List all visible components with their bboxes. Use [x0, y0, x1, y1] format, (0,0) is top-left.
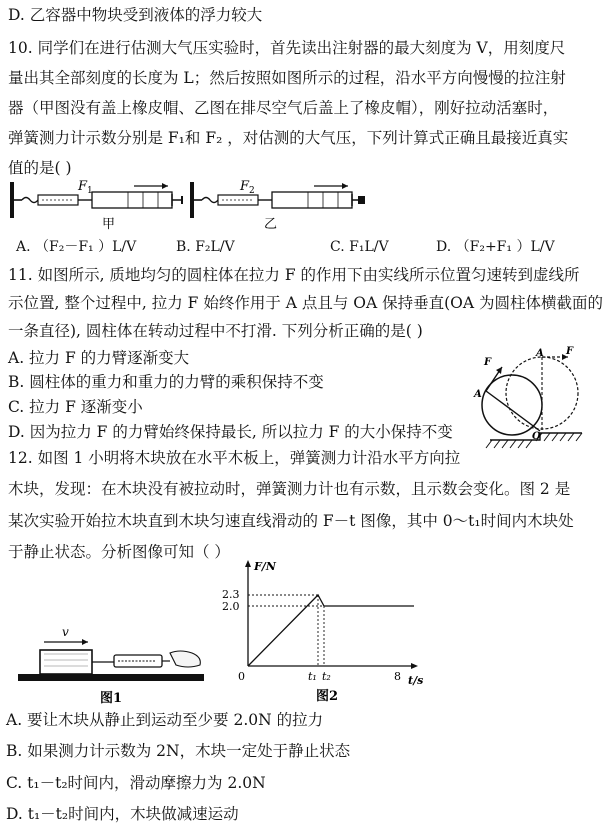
- t1-tick: t₁: [308, 670, 317, 683]
- q10-option-d[interactable]: D. （F₂+F₁ ）L/V: [436, 239, 555, 255]
- y-axis-label: F/N: [254, 560, 276, 573]
- q12-line-1: 12. 如图 1 小明将木块放在水平木板上，弹簧测力计沿水平方向拉: [8, 449, 461, 467]
- q10-line-4: 弹簧测力计示数分别是 F₁和 F₂ ，对估测的大气压，下列计算式正确且最接近真实: [8, 129, 569, 147]
- q11-line-2: 示位置, 整个过程中, 拉力 F 始终作用于 A 点且与 OA 保持垂直(OA 为圆柱体横截面的: [8, 294, 603, 312]
- q11-option-d[interactable]: D. 因为拉力 F 的力臂始终保持最长, 所以拉力 F 的大小保持不变: [8, 423, 453, 441]
- y-tick-2-3: 2.3: [222, 588, 240, 601]
- x-tick-8: 8: [394, 670, 401, 683]
- q11-line-1: 11. 如图所示, 质地均匀的圆柱体在拉力 F 的作用下由实线所示位置匀速转到虚线所: [8, 266, 580, 284]
- q12-figure-2-ft-graph: [212, 556, 432, 706]
- jia-label: 甲: [102, 217, 116, 232]
- q11-option-a[interactable]: A. 拉力 F 的力臂逐渐变大: [8, 349, 190, 367]
- f1-subscript: 1: [87, 186, 93, 196]
- q10-option-b[interactable]: B. F₂L/V: [176, 239, 235, 255]
- q10-line-2: 量出其全部刻度的长度为 L；然后按照如图所示的过程，沿水平方向慢慢的拉注射: [8, 69, 566, 87]
- t2-tick: t₂: [322, 670, 331, 683]
- velocity-label: v: [62, 625, 69, 639]
- syringe-yi: [190, 179, 365, 218]
- q10-option-a[interactable]: A. （F₂－F₁ ）L/V: [16, 239, 137, 255]
- q12-line-3: 某次实验开始拉木块直到木块匀速直线滑动的 F－t 图像，其中 0～t₁时间内木块处: [8, 512, 574, 530]
- prev-question-option-d: D. 乙容器中物块受到液体的浮力较大: [8, 6, 263, 24]
- yi-label: 乙: [264, 217, 278, 232]
- q12-option-a[interactable]: A. 要让木块从静止到运动至少要 2.0N 的拉力: [6, 711, 324, 729]
- q11-option-c[interactable]: C. 拉力 F 逐渐变小: [8, 398, 143, 416]
- q10-line-5: 值的是( ): [8, 159, 72, 177]
- q10-syringe-figure: [8, 174, 368, 232]
- figure-2-caption: 图2: [316, 689, 339, 704]
- q12-option-c[interactable]: C. t₁－t₂时间内，滑动摩擦力为 2.0N: [6, 774, 266, 792]
- o-label: O: [532, 431, 541, 442]
- f1-label: F: [78, 179, 88, 194]
- q11-option-b[interactable]: B. 圆柱体的重力和重力的力臂的乘积保持不变: [8, 373, 324, 391]
- q10-line-3: 器（甲图没有盖上橡皮帽、乙图在排尽空气后盖上了橡皮帽），刚好拉动活塞时，: [8, 99, 559, 117]
- origin-label: 0: [238, 670, 245, 683]
- q12-option-b[interactable]: B. 如果测力计示数为 2N，木块一定处于静止状态: [6, 742, 351, 760]
- q11-cylinder-figure: [462, 345, 602, 463]
- y-tick-2-0: 2.0: [222, 600, 240, 613]
- a-left-label: A: [474, 389, 482, 400]
- q10-option-c[interactable]: C. F₁L/V: [330, 239, 389, 255]
- syringe-jia: [10, 179, 182, 218]
- x-axis-label: t/s: [408, 674, 424, 687]
- q10-line-1: 10. 同学们在进行估测大气压实验时，首先读出注射器的最大刻度为 V，用刻度尺: [8, 39, 566, 57]
- q12-figure-1: [18, 620, 218, 710]
- f2-label: F: [240, 179, 250, 194]
- a-right-label: A: [536, 348, 544, 359]
- q12-line-2: 木块，发现：在木块没有被拉动时，弹簧测力计也有示数，且示数会变化。图 2 是: [8, 480, 571, 498]
- f-left-label: F: [484, 357, 492, 368]
- f2-subscript: 2: [249, 186, 255, 196]
- q12-option-d[interactable]: D. t₁－t₂时间内，木块做减速运动: [6, 805, 239, 823]
- figure-1-caption: 图1: [100, 691, 123, 706]
- q12-line-4: 于静止状态。分析图像可知（ ）: [8, 543, 230, 561]
- f-right-label: F: [566, 346, 574, 357]
- q11-line-3: 一条直径), 圆柱体在转动过程中不打滑. 下列分析正确的是( ): [8, 322, 423, 340]
